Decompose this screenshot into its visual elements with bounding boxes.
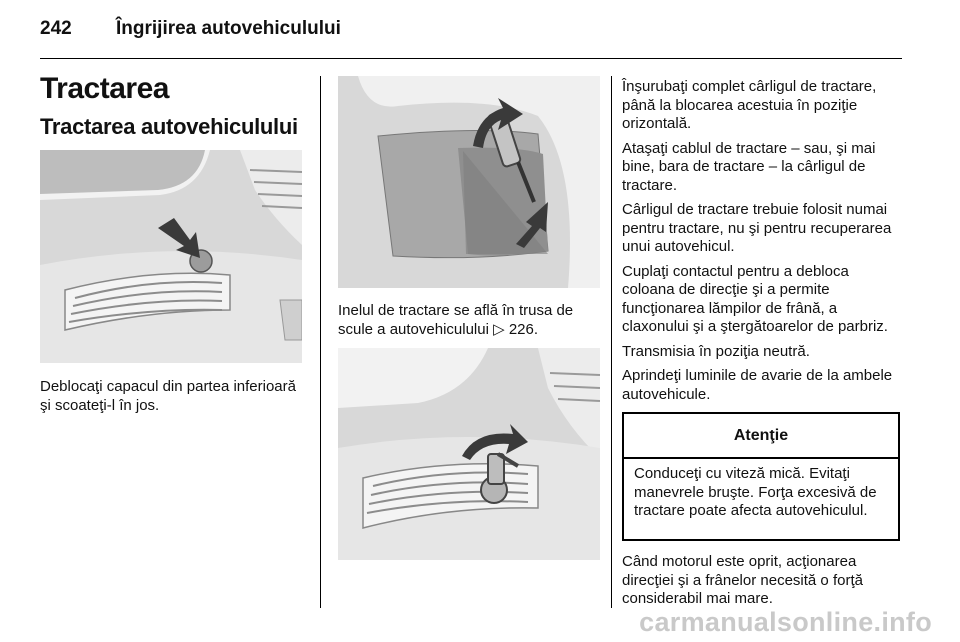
caption-2-text: Inelul de tractare se află în trusa de scule a autovehiculului <box>338 302 574 338</box>
column-divider-2 <box>611 76 612 608</box>
warning-title: Atenţie <box>624 414 898 459</box>
chapter-title: Îngrijirea autovehiculului <box>116 18 341 39</box>
section-title: Tractarea <box>40 72 169 105</box>
column-divider-1 <box>320 76 321 608</box>
instruction-paragraph: Cuplaţi contactul pentru a debloca coloana de direcţie şi a permite funcţionarea lămpilor de frână, a claxonului şi a ştergătoarelor de parbriz. <box>622 262 888 335</box>
warning-box <box>622 412 900 541</box>
after-warning-text: Când motorul este oprit, acţionarea direcţiei şi a frânelor necesită o forţă considerabil mai mare. <box>622 553 863 607</box>
instruction-paragraph: Aprindeţi luminile de avarie de la ambele autovehicule. <box>622 367 893 403</box>
page-header <box>40 18 900 54</box>
instruction-paragraph: Transmisia în poziţia neutră. <box>622 342 810 360</box>
instruction-paragraph: Înşurubaţi complet cârligul de tractare, până la blocarea acestuia în poziţie orizontală. <box>622 78 877 132</box>
screwdriver-figure <box>338 76 600 288</box>
header-rule <box>40 58 902 59</box>
watermark: carmanualsonline.info <box>639 607 932 637</box>
warning-text: Conduceţi cu viteză mică. Evitaţi manevrele bruşte. Forţa excesivă de tractare poate afecta autovehiculul. <box>634 465 877 519</box>
caption-2 <box>338 302 606 339</box>
instruction-paragraph: Ataşaţi cablul de tractare – sau, şi mai bine, bara de tractare – la cârligul de tractare. <box>622 139 876 194</box>
bumper-cover-figure <box>40 150 302 363</box>
towing-eye-figure <box>338 348 600 560</box>
page-number: 242 <box>40 18 72 39</box>
instructions <box>622 78 904 410</box>
caption-1: Deblocaţi capacul din partea inferioară şi scoateţi-l în jos. <box>40 378 296 414</box>
page-reference-link[interactable]: 226. <box>508 320 539 338</box>
instruction-paragraph: Cârligul de tractare trebuie folosit numai pentru tractare, nu şi pentru recuperarea unui autovehicul. <box>622 201 892 255</box>
page-reference-icon: ▷ <box>493 320 505 338</box>
section-subtitle: Tractarea autovehiculului <box>40 114 298 139</box>
